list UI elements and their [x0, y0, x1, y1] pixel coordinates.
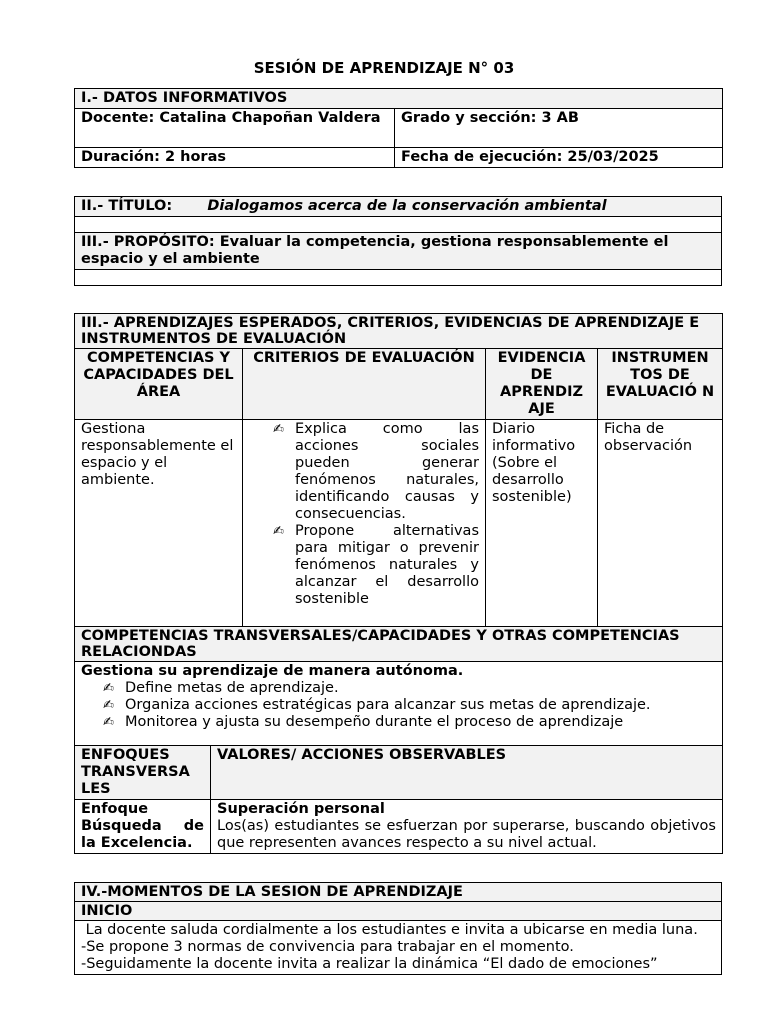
writing-hand-icon: ✍: [103, 681, 114, 696]
valor-accion: Los(as) estudiantes se esfuerzan por superarse, buscando objetivos que representen avances respecto a su nivel actual.: [217, 818, 716, 851]
criterios-cell: [243, 420, 486, 627]
docente-field: Docente: Catalina Chapoñan Valdera: [75, 109, 395, 148]
writing-hand-icon: ✍: [273, 422, 284, 437]
proposito-row: III.- PROPÓSITO: Evaluar la competencia, gestiona responsablemente el espacio y el ambiente: [75, 233, 722, 270]
empty-row: [75, 270, 722, 286]
fecha-field: Fecha de ejecución: 25/03/2025: [395, 148, 723, 168]
titulo-label: II.- TÍTULO:: [81, 198, 173, 214]
inicio-line: La docente saluda cordialmente a los estudiantes e invita a ubicarse en media luna.: [81, 922, 698, 938]
writing-hand-icon: ✍: [103, 698, 114, 713]
col-criterios: CRITERIOS DE EVALUACIÓN: [243, 349, 486, 420]
titulo-table: [74, 196, 722, 286]
valor-title: Superación personal: [217, 801, 385, 817]
datos-informativos-table: [74, 88, 723, 168]
empty-row: [75, 217, 722, 233]
valores-cell: [211, 800, 723, 854]
aprendizajes-header: III.- APRENDIZAJES ESPERADOS, CRITERIOS, EVIDENCIAS DE APRENDIZAJE E INSTRUMENTOS DE EVALUACIÓN: [75, 314, 723, 349]
inicio-line: -Se propone 3 normas de convivencia para trabajar en el momento.: [81, 939, 574, 955]
transversal-competencia: Gestiona su aprendizaje de manera autónoma.: [81, 663, 464, 679]
datos-header: I.- DATOS INFORMATIVOS: [75, 89, 723, 109]
col-valores: VALORES/ ACCIONES OBSERVABLES: [211, 746, 723, 800]
transversal-item: ✍ Organiza acciones estratégicas para alcanzar sus metas de aprendizaje.: [103, 697, 651, 713]
inicio-line: -Seguidamente la docente invita a realizar la dinámica “El dado de emociones”: [81, 956, 658, 972]
evidencia-cell: Diario informativo (Sobre el desarrollo sostenible): [486, 420, 598, 627]
writing-hand-icon: ✍: [273, 524, 284, 539]
document-title: SESIÓN DE APRENDIZAJE N° 03: [253, 59, 515, 77]
criterio-item: ✍ Propone alternativas para mitigar o prevenir fenómenos naturales y alcanzar el desarrollo sostenible: [273, 523, 479, 607]
momentos-header: IV.-MOMENTOS DE LA SESION DE APRENDIZAJE: [75, 883, 722, 902]
transversales-header: COMPETENCIAS TRANSVERSALES/CAPACIDADES Y OTRAS COMPETENCIAS RELACIONDAS: [75, 627, 723, 662]
momentos-table: [74, 882, 722, 975]
col-instrumentos: INSTRUMEN TOS DE EVALUACIÓ N: [598, 349, 723, 420]
competencia-cell: Gestiona responsablemente el espacio y el ambiente.: [75, 420, 243, 627]
transversal-item: ✍ Monitorea y ajusta su desempeño durante el proceso de aprendizaje: [103, 714, 624, 730]
grado-field: Grado y sección: 3 AB: [395, 109, 723, 148]
instrumento-cell: Ficha de observación: [598, 420, 723, 627]
col-competencias: COMPETENCIAS Y CAPACIDADES DEL ÁREA: [75, 349, 243, 420]
enfoque-cell: Enfoque Búsqueda de la Excelencia.: [75, 800, 211, 854]
transversal-item: ✍ Define metas de aprendizaje.: [103, 680, 339, 696]
writing-hand-icon: ✍: [103, 715, 114, 730]
col-evidencia: EVIDENCIA DE APRENDIZ AJE: [486, 349, 598, 420]
titulo-row: [75, 197, 722, 217]
criterio-item: ✍ Explica como las acciones sociales pueden generar fenómenos naturales, identificando causas y consecuencias.: [273, 421, 479, 522]
duracion-field: Duración: 2 horas: [75, 148, 395, 168]
aprendizajes-table: [74, 313, 723, 751]
inicio-cell: [75, 921, 722, 975]
inicio-label: INICIO: [75, 902, 722, 921]
enfoques-table: [74, 745, 723, 854]
col-enfoques: ENFOQUES TRANSVERSA LES: [75, 746, 211, 800]
transversales-cell: [75, 662, 723, 751]
titulo-value: Dialogamos acerca de la conservación ambiental: [207, 198, 607, 214]
